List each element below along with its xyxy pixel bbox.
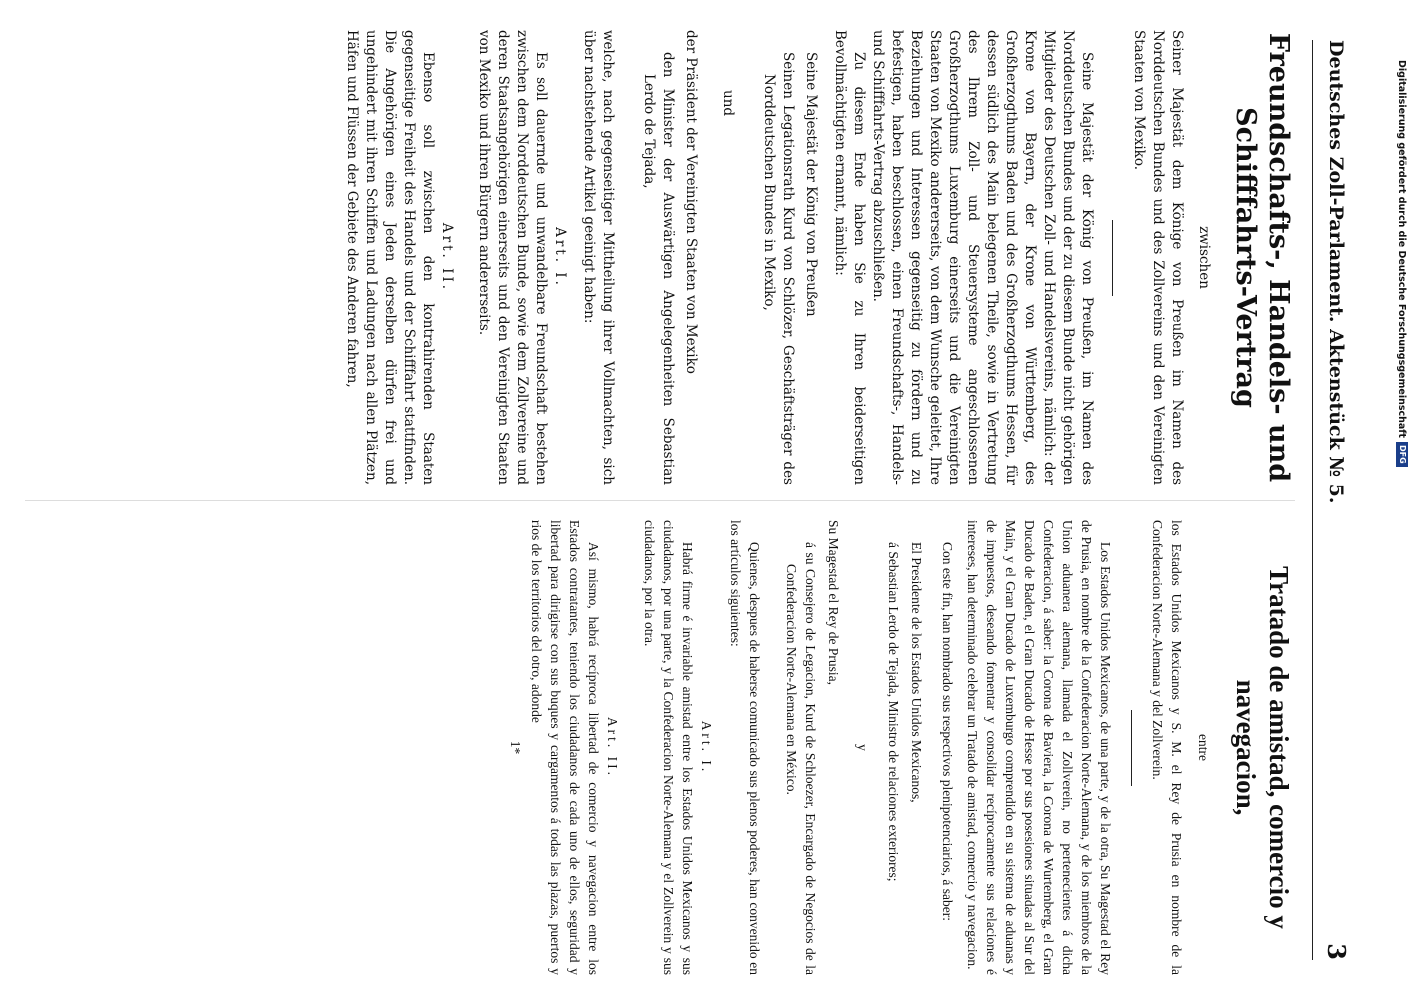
german-column [342,30,1295,485]
spanish-title: Tratado de amistad, comercio y navegacion, [1231,566,1294,929]
german-und: und [720,90,736,117]
digitization-credit [1395,60,1409,860]
spanish-y: y [855,744,870,751]
german-art2-heading: Art. II. [439,222,455,293]
spanish-art1-heading: Art. I. [699,720,714,775]
german-president: der Präsident der Vereinigten Staaten von Mexiko [683,30,699,374]
spanish-agreed: Quienes, despues de haberse comunicado sus plenos poderes, han convenido en los artículos siguientes: [728,520,762,975]
german-preamble: Seine Majestät der König von Preußen, im Namen des Norddeutschen Bundes und der zu diesem Bunde nicht gehörigen Mitglieder des Deutschen Zoll- und Handelsvereins, nämlich: der Krone von Bayern, der Krone von Württemberg, des Großherzogthums Baden und des Großherzogthums Hessen, für dessen südlich des Main belegenen Theile, sowie in Vertretung des Ihrem Zoll- und Steuersysteme angeschlossenen Großherzogthums Luxemburg einerseits und die Vereinigten Staaten von Mexiko andererseits, von dem Wunsche geleitet, Ihre Beziehungen und Interessen gegenseitig zu fördern und zu befestigen, haben beschlossen, einen Freundschafts-, Handels- und Schifffahrts-Vertrag abzuschließen. [870,30,1095,485]
running-head [1315,30,1355,970]
signature-mark: 1* [508,740,523,755]
spanish-president-envoy: á Sebastian Lerdo de Tejada, Ministro de relaciones exteriores; [886,542,901,882]
german-divider [1112,220,1113,296]
spanish-preamble: Los Estados Unidos Mexicanos, de una parte, y de la otra, Su Magestad el Rey de Prusia, en nombre de la Confederacion Norte-Alemana, y de los miembros de la Union aduanera alemana, llamada el Zollverein, no pertenecientes á dicha Confederacion, á saber: la Corona de Baviera, la Corona de Wurtemberg, el Gran Ducado de Baden, el Gran Ducado de Hesse por sus posesiones situadas al Sur del Main, y el Gran Ducado de Luxemburgo comprendido en su sistema de aduanas y de impuestos, deseando fomentar y consolidar recíprocamente sus relaciones é intereses, han determinado celebrar un Tratado de amistad, comercio y navegacion. [965,520,1113,975]
german-zwischen: zwischen [1196,226,1212,289]
german-president-envoy: den Minister der Auswärtigen Angelegenheiten Sebastian Lerdo de Tejada, [641,52,676,485]
header-rule [1312,40,1313,960]
spanish-column [506,520,1295,975]
spanish-entre: entre [1196,734,1211,761]
german-art1-heading: Art. I. [552,227,568,288]
german-king-envoy: Seinen Legationsrath Kurd von Schlözer, Geschäftsträger des Norddeutschen Bundes in Mexiko, [761,52,796,485]
spanish-parties: los Estados Unidos Mexicanos y S. M. el Rey de Prusia en nombre de la Confederacion Norte-Alemana y del Zollverein. [1150,520,1184,975]
spanish-art2-text: Así mismo, habrá recíproca libertad de comercio y navegacion entre los Estados contratantes, teniendo los ciudadanos de cada uno de ellos, seguridad y libertad para dirigirse con sus buques y cargamentos á todas las plazas, puertos y rios de los territorios del otro, adonde [529,520,601,975]
german-king: Seine Majestät der König von Preußen [803,52,819,317]
column-divider [25,500,1295,501]
page-number: 3 [1322,943,1351,960]
spanish-king-envoy: á su Consejero de Legacion, Kurd de Schloezer, Encargado de Negocios de la Confederacion Norte-Alemana en México. [784,542,818,975]
spanish-art1-text: Habrá firme é invariable amistad entre los Estados Unidos Mexicanos y sus ciudadanos, por una parte, y la Confederacion Norte-Alemana y el Zollverein y sus ciudadanos, por la otra. [642,520,695,975]
spanish-divider [1131,710,1132,786]
running-head-title: Deutsches Zoll-Parlament. Aktenstück № 5. [1325,40,1347,504]
spanish-king: Su Magestad el Rey de Prusia, [826,520,841,685]
german-art2-text: Ebenso soll zwischen den kontrahirenden Staaten gegenseitige Freiheit des Handels und der Schifffahrt stattfinden. Die Angehörigen eines Jeden derselben dürfen frei und ungehindert mit ihren Schiffen und Ladungen nach allen Plätzen, Häfen und Flüssen der Gebiete des Anderen fahren, [344,30,436,485]
digitization-credit-text: Digitalisierung gefördert durch die Deutsche Forschungsgemeinschaft [1396,60,1408,438]
spanish-president: El Presidente de los Estados Unidos Mexicanos, [909,542,924,803]
german-title: Freundschafts-, Handels- und Schifffahrts-Vertrag [1230,32,1294,483]
german-agreed: welche, nach gegenseitiger Mittheilung ihrer Vollmachten, sich über nachstehende Artikel geeinigt haben: [581,30,616,485]
german-plenipotentiaries-intro: Zu diesem Ende haben Sie zu Ihren beiderseitigen Bevollmächtigten ernannt, nämlich: [832,30,867,485]
dfg-logo: DFG [1396,442,1408,467]
german-art1-text: Es soll dauernde und unwandelbare Freundschaft bestehen zwischen dem Norddeutschen Bunde, sowie dem Zollvereine und deren Staatsangehörigen einerseits und den Vereinigten Staaten von Mexiko und ihren Bürgern andererseits. [476,30,549,485]
spanish-plenipotentiaries-intro: Con este fin, han nombrado sus respectivos plenipotenciarios, á saber: [940,542,955,922]
spanish-art2-heading: Art. II. [605,716,620,779]
german-parties: Seiner Majestät dem Könige von Preußen im Namen des Norddeutschen Bundes und des Zollvereins und den Vereinigten Staaten von Mexiko. [1131,30,1185,485]
